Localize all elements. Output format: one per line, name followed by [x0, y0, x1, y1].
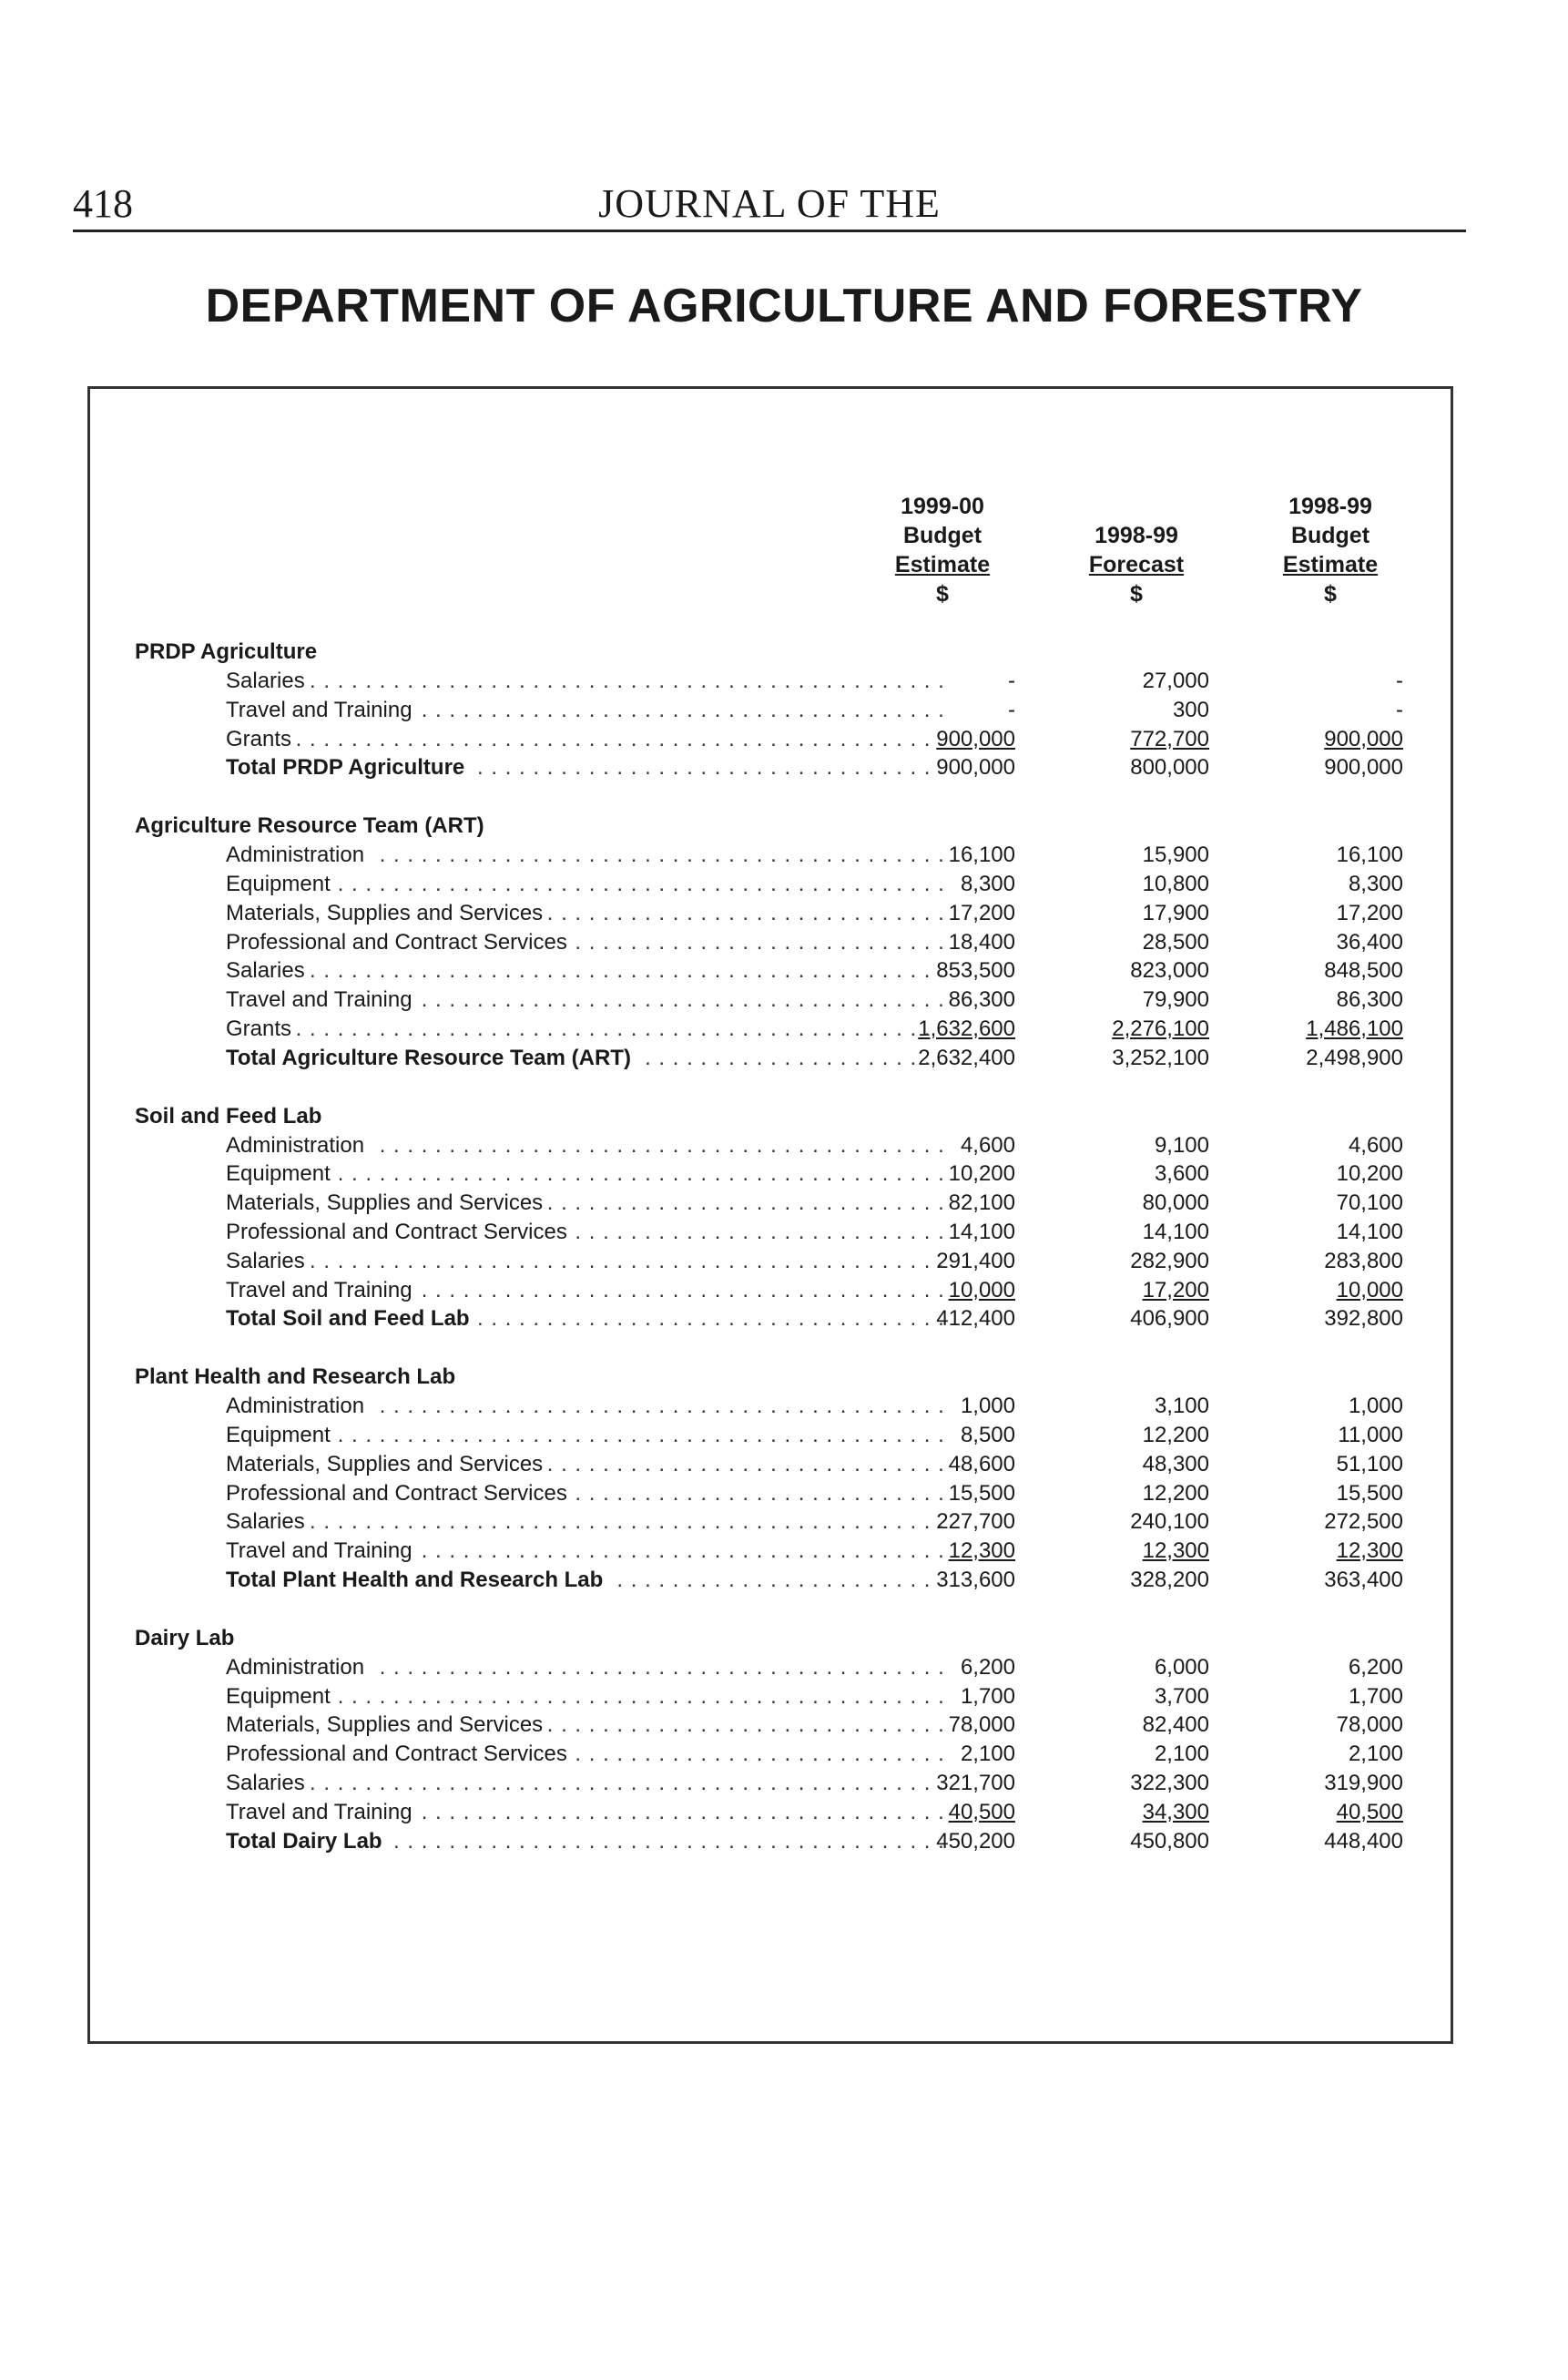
row-value-text: 11,000	[1338, 1422, 1403, 1447]
row-value-text: 853,500	[936, 958, 1015, 984]
row-value-text: 282,900	[1130, 1248, 1209, 1273]
row-value-text: 10,800	[1142, 871, 1209, 896]
row-value	[1239, 1304, 1403, 1333]
row-label-text: Total PRDP Agriculture	[226, 755, 470, 780]
row-value-text: 3,700	[1154, 1683, 1209, 1709]
row-value	[1045, 1566, 1209, 1595]
row-value	[1045, 1159, 1209, 1189]
row-value-text: -	[1008, 697, 1015, 722]
row-value	[1045, 1247, 1209, 1276]
row-value-text: 363,400	[1324, 1567, 1403, 1592]
row-value-text: 2,100	[1154, 1742, 1209, 1767]
row-value	[1045, 956, 1209, 986]
row-label	[226, 753, 945, 782]
row-value-text: 2,498,900	[1306, 1045, 1403, 1070]
row-label	[226, 1304, 945, 1333]
row-value-text: -	[1396, 697, 1403, 722]
row-value-text: 8,300	[960, 871, 1015, 896]
row-value	[1239, 841, 1403, 870]
row-value-text: 3,100	[1154, 1394, 1209, 1419]
row-value-text: 1,700	[960, 1683, 1015, 1709]
row-label	[226, 1159, 945, 1189]
row-label	[226, 1566, 945, 1595]
row-value-text: 48,300	[1142, 1451, 1209, 1476]
row-label	[226, 1827, 945, 1856]
row-value	[1239, 1450, 1403, 1479]
row-value	[1239, 1392, 1403, 1421]
row-label-text: Equipment	[226, 1161, 336, 1186]
row-label-text: Materials, Supplies and Services	[226, 1712, 548, 1737]
row-value-text: 15,500	[1336, 1480, 1403, 1506]
row-value-text: 412,400	[936, 1306, 1015, 1332]
row-label	[226, 928, 945, 957]
row-value-text: 313,600	[936, 1567, 1015, 1592]
column-header-line: 1998-99	[1288, 494, 1372, 519]
section-title: PRDP Agriculture	[135, 639, 318, 664]
column-header-line: Budget	[902, 523, 983, 548]
row-label-text: Salaries	[226, 958, 311, 983]
row-value	[1045, 753, 1209, 782]
column-header-line: Estimate	[894, 552, 991, 577]
row-value-text: 1,486,100	[1306, 1016, 1403, 1041]
row-value-text: 48,600	[948, 1451, 1015, 1476]
row-label	[226, 1044, 945, 1073]
row-value	[1045, 725, 1209, 754]
line-item-row	[135, 1015, 1419, 1044]
row-label	[226, 696, 945, 725]
row-label-text: Administration	[226, 1133, 370, 1158]
row-value-text: 10,200	[1336, 1161, 1403, 1187]
column-header-unit: $	[1130, 581, 1143, 607]
row-value	[1045, 1653, 1209, 1682]
budget-section	[135, 1363, 1419, 1595]
row-value-text: 15,500	[948, 1480, 1015, 1506]
row-value	[1045, 1827, 1209, 1856]
row-label	[226, 1537, 945, 1566]
row-label-text: Materials, Supplies and Services	[226, 1452, 548, 1476]
row-value-text: 4,600	[1348, 1132, 1403, 1158]
line-item-row	[135, 696, 1419, 725]
row-value-text: 3,600	[1154, 1161, 1209, 1187]
row-value-text: 2,632,400	[918, 1045, 1015, 1070]
row-label-text: Equipment	[226, 1423, 336, 1447]
row-value	[1045, 1682, 1209, 1711]
row-value-text: 14,100	[1142, 1219, 1209, 1244]
row-label-text: Travel and Training	[226, 1278, 418, 1302]
row-value-text: 82,100	[948, 1190, 1015, 1216]
row-value-text: 16,100	[948, 843, 1015, 868]
row-value-text: 392,800	[1324, 1306, 1403, 1332]
line-item-row	[135, 1450, 1419, 1479]
row-label-text: Materials, Supplies and Services	[226, 1190, 548, 1215]
row-label-text: Salaries	[226, 1509, 311, 1534]
row-label	[226, 1740, 945, 1769]
row-value	[1045, 1189, 1209, 1218]
row-label-text: Administration	[226, 1655, 370, 1680]
row-value-text: 1,632,600	[918, 1016, 1015, 1041]
row-label	[226, 870, 945, 899]
line-item-row	[135, 1537, 1419, 1566]
row-value-text: 8,500	[960, 1422, 1015, 1447]
budget-section	[135, 1624, 1419, 1856]
section-title: Plant Health and Research Lab	[135, 1364, 456, 1390]
line-item-row	[135, 1189, 1419, 1218]
row-value	[1045, 1421, 1209, 1450]
row-value	[1239, 1131, 1403, 1160]
row-value	[1045, 1218, 1209, 1247]
line-item-row	[135, 928, 1419, 957]
row-value-text: 450,200	[936, 1828, 1015, 1854]
row-value	[1045, 1711, 1209, 1740]
row-label-text: Materials, Supplies and Services	[226, 901, 548, 925]
row-value-text: 448,400	[1324, 1828, 1403, 1854]
line-item-row	[135, 1131, 1419, 1160]
row-label-text: Equipment	[226, 1684, 336, 1709]
row-value-text: 328,200	[1130, 1567, 1209, 1592]
row-value	[1239, 986, 1403, 1015]
line-item-row	[135, 1740, 1419, 1769]
row-value	[1045, 667, 1209, 696]
row-label	[226, 1769, 945, 1798]
line-item-row	[135, 956, 1419, 986]
row-value	[1045, 986, 1209, 1015]
row-value-text: 40,500	[948, 1799, 1015, 1824]
column-header-1998-99-forecast	[1045, 492, 1227, 608]
row-value-text: 14,100	[948, 1219, 1015, 1244]
line-item-row	[135, 1653, 1419, 1682]
row-label-text: Administration	[226, 843, 370, 867]
row-value	[1239, 1740, 1403, 1769]
budget-rows	[135, 638, 1419, 1885]
row-value-text: 227,700	[936, 1509, 1015, 1535]
row-value	[1045, 928, 1209, 957]
row-label	[226, 956, 945, 986]
row-label	[226, 1798, 945, 1827]
row-value-text: 12,200	[1142, 1480, 1209, 1506]
row-value-text: 12,200	[1142, 1422, 1209, 1447]
row-label	[226, 1015, 945, 1044]
row-value	[1239, 1159, 1403, 1189]
row-value	[1239, 1189, 1403, 1218]
row-value-text: 319,900	[1324, 1770, 1403, 1795]
row-label	[226, 1247, 945, 1276]
section-title: Soil and Feed Lab	[135, 1103, 322, 1129]
row-value-text: 1,000	[1348, 1394, 1403, 1419]
row-value	[1239, 1247, 1403, 1276]
total-row	[135, 753, 1419, 782]
row-label	[226, 1421, 945, 1450]
column-header-line: Budget	[1290, 523, 1370, 548]
row-value-text: 772,700	[1130, 726, 1209, 751]
row-value-text: 78,000	[1336, 1712, 1403, 1738]
row-value	[1239, 753, 1403, 782]
row-value-text: 27,000	[1142, 669, 1209, 693]
row-label-text: Grants	[226, 1016, 297, 1041]
column-header-line: Forecast	[1088, 552, 1185, 577]
column-header-1999-00-budget-estimate	[851, 492, 1033, 608]
row-value-text: 78,000	[948, 1712, 1015, 1738]
row-label	[226, 1507, 945, 1537]
line-item-row	[135, 725, 1419, 754]
row-label	[226, 1450, 945, 1479]
column-header-line: Estimate	[1282, 552, 1379, 577]
row-value	[1045, 870, 1209, 899]
line-item-row	[135, 986, 1419, 1015]
row-value-text: 14,100	[1336, 1219, 1403, 1244]
row-value-text: 6,200	[1348, 1654, 1403, 1680]
row-value-text: 900,000	[936, 755, 1015, 781]
row-value	[1045, 1537, 1209, 1566]
row-value-text: 16,100	[1336, 843, 1403, 868]
row-label	[226, 1392, 945, 1421]
row-value	[1239, 1218, 1403, 1247]
row-value	[1239, 1653, 1403, 1682]
row-value-text: 900,000	[1324, 755, 1403, 781]
row-value	[1045, 1015, 1209, 1044]
row-value	[1045, 1044, 1209, 1073]
row-value-text: 86,300	[948, 987, 1015, 1013]
line-item-row	[135, 870, 1419, 899]
row-value-text: 12,300	[1142, 1538, 1209, 1564]
column-header-line: 1998-99	[1095, 523, 1178, 548]
row-value-text: 17,200	[1142, 1277, 1209, 1302]
row-label-text: Travel and Training	[226, 1538, 418, 1563]
row-value	[1239, 1044, 1403, 1073]
row-value-text: 6,000	[1154, 1654, 1209, 1680]
row-value-text: 70,100	[1336, 1190, 1403, 1216]
row-value	[1239, 956, 1403, 986]
row-label	[226, 841, 945, 870]
section-title: Agriculture Resource Team (ART)	[135, 813, 484, 839]
row-label-text: Salaries	[226, 1771, 311, 1795]
row-value	[1239, 1479, 1403, 1508]
column-header-unit: $	[936, 581, 949, 607]
row-value-text: 18,400	[948, 929, 1015, 955]
row-value	[1045, 1479, 1209, 1508]
line-item-row	[135, 841, 1419, 870]
row-value	[1239, 1276, 1403, 1305]
row-value	[1045, 1131, 1209, 1160]
row-label	[226, 1218, 945, 1247]
row-value-text: 848,500	[1324, 958, 1403, 984]
row-value-text: 28,500	[1142, 929, 1209, 955]
row-value	[1045, 1304, 1209, 1333]
row-value	[1239, 1682, 1403, 1711]
row-value-text: 6,200	[960, 1654, 1015, 1680]
line-item-row	[135, 1798, 1419, 1827]
row-value	[1045, 1450, 1209, 1479]
row-value-text: 86,300	[1336, 987, 1403, 1013]
row-value-text: 10,200	[948, 1161, 1015, 1187]
row-label-text: Professional and Contract Services	[226, 1481, 573, 1506]
row-value-text: 900,000	[1324, 726, 1403, 751]
row-label-text: Total Dairy Lab	[226, 1829, 388, 1854]
row-value	[1239, 928, 1403, 957]
column-header-1998-99-budget-estimate	[1239, 492, 1421, 608]
row-value-text: 34,300	[1142, 1799, 1209, 1824]
budget-section	[135, 812, 1419, 1072]
total-row	[135, 1566, 1419, 1595]
row-label-text: Total Soil and Feed Lab	[226, 1306, 475, 1331]
row-value-text: 823,000	[1130, 958, 1209, 984]
row-value	[1239, 1507, 1403, 1537]
line-item-row	[135, 1247, 1419, 1276]
row-label-text: Administration	[226, 1394, 370, 1418]
row-value	[1045, 841, 1209, 870]
row-value-text: 1,700	[1348, 1683, 1403, 1709]
row-value	[1239, 1769, 1403, 1798]
row-label	[226, 1131, 945, 1160]
row-label-text: Travel and Training	[226, 987, 418, 1012]
row-value	[1045, 696, 1209, 725]
row-value-text: 17,900	[1142, 900, 1209, 925]
row-value	[1239, 1015, 1403, 1044]
row-value-text: 300	[1172, 697, 1209, 722]
total-row	[135, 1044, 1419, 1073]
row-value-text: 2,100	[1348, 1742, 1403, 1767]
line-item-row	[135, 1711, 1419, 1740]
line-item-row	[135, 1421, 1419, 1450]
total-row	[135, 1304, 1419, 1333]
line-item-row	[135, 667, 1419, 696]
row-label	[226, 667, 945, 696]
row-value-text: 10,000	[948, 1277, 1015, 1302]
row-value-text: 450,800	[1130, 1828, 1209, 1854]
row-value-text: 8,300	[1348, 871, 1403, 896]
row-value-text: 80,000	[1142, 1190, 1209, 1216]
row-label-text: Travel and Training	[226, 1800, 418, 1824]
row-value	[1239, 1537, 1403, 1566]
column-header-unit: $	[1324, 581, 1337, 607]
row-value-text: 2,100	[960, 1742, 1015, 1767]
row-value-text: 1,000	[960, 1394, 1015, 1419]
line-item-row	[135, 1507, 1419, 1537]
row-value-text: -	[1396, 669, 1403, 693]
budget-section	[135, 1102, 1419, 1334]
row-value-text: 9,100	[1154, 1132, 1209, 1158]
row-label-text: Total Agriculture Resource Team (ART)	[226, 1046, 636, 1070]
row-value	[1239, 725, 1403, 754]
budget-section	[135, 638, 1419, 782]
line-item-row	[135, 1276, 1419, 1305]
row-label	[226, 1276, 945, 1305]
row-value-text: 321,700	[936, 1770, 1015, 1795]
row-value	[1239, 696, 1403, 725]
row-value-text: 17,200	[948, 900, 1015, 925]
row-label-text: Salaries	[226, 669, 311, 693]
row-label	[226, 1653, 945, 1682]
row-value-text: 79,900	[1142, 987, 1209, 1013]
row-value	[1045, 899, 1209, 928]
page-number: 418	[73, 181, 133, 226]
row-value-text: 800,000	[1130, 755, 1209, 781]
line-item-row	[135, 1682, 1419, 1711]
row-label-text: Total Plant Health and Research Lab	[226, 1568, 608, 1592]
row-label-text: Professional and Contract Services	[226, 930, 573, 955]
row-label-text: Travel and Training	[226, 698, 418, 722]
row-value-text: 51,100	[1336, 1451, 1403, 1476]
section-title: Dairy Lab	[135, 1625, 235, 1650]
line-item-row	[135, 1159, 1419, 1189]
row-label	[226, 725, 945, 754]
row-value-text: 12,300	[948, 1538, 1015, 1564]
row-label	[226, 1682, 945, 1711]
row-value	[1045, 1740, 1209, 1769]
row-value-text: 4,600	[960, 1132, 1015, 1158]
row-value	[1045, 1392, 1209, 1421]
line-item-row	[135, 1479, 1419, 1508]
row-value	[1045, 1798, 1209, 1827]
row-value-text: 272,500	[1324, 1509, 1403, 1535]
row-value	[1239, 667, 1403, 696]
row-value-text: 2,276,100	[1112, 1016, 1209, 1041]
line-item-row	[135, 899, 1419, 928]
row-value	[1045, 1276, 1209, 1305]
row-label-text: Grants	[226, 727, 297, 751]
row-value-text: 40,500	[1336, 1799, 1403, 1824]
row-label	[226, 899, 945, 928]
row-value-text: 406,900	[1130, 1306, 1209, 1332]
line-item-row	[135, 1218, 1419, 1247]
row-value	[1239, 1711, 1403, 1740]
row-label-text: Equipment	[226, 872, 336, 896]
page-header	[73, 175, 1466, 232]
row-value	[1239, 899, 1403, 928]
row-value-text: -	[1008, 669, 1015, 693]
row-value-text: 3,252,100	[1112, 1045, 1209, 1070]
row-value	[1239, 1421, 1403, 1450]
row-value	[1239, 1566, 1403, 1595]
row-value-text: 240,100	[1130, 1509, 1209, 1535]
row-label-text: Salaries	[226, 1249, 311, 1273]
row-value-text: 82,400	[1142, 1712, 1209, 1738]
row-value	[1045, 1507, 1209, 1537]
row-value	[1239, 1827, 1403, 1856]
row-label	[226, 1479, 945, 1508]
row-label-text: Professional and Contract Services	[226, 1220, 573, 1244]
row-value-text: 291,400	[936, 1248, 1015, 1273]
row-value-text: 17,200	[1336, 900, 1403, 925]
row-value-text: 322,300	[1130, 1770, 1209, 1795]
row-value-text: 12,300	[1336, 1538, 1403, 1564]
row-label	[226, 1711, 945, 1740]
row-value-text: 900,000	[936, 726, 1015, 751]
journal-title: JOURNAL OF THE	[598, 181, 941, 226]
column-headers	[0, 492, 1568, 610]
department-title: DEPARTMENT OF AGRICULTURE AND FORESTRY	[205, 280, 1363, 332]
row-value-text: 36,400	[1336, 929, 1403, 955]
row-value	[1239, 870, 1403, 899]
row-value-text: 15,900	[1142, 843, 1209, 868]
row-value-text: 10,000	[1336, 1277, 1403, 1302]
line-item-row	[135, 1392, 1419, 1421]
row-label-text: Professional and Contract Services	[226, 1742, 573, 1766]
row-value	[1045, 1769, 1209, 1798]
total-row	[135, 1827, 1419, 1856]
column-header-line: 1999-00	[901, 494, 984, 519]
row-value-text: 283,800	[1324, 1248, 1403, 1273]
row-label	[226, 986, 945, 1015]
row-label	[226, 1189, 945, 1218]
line-item-row	[135, 1769, 1419, 1798]
row-value	[1239, 1798, 1403, 1827]
